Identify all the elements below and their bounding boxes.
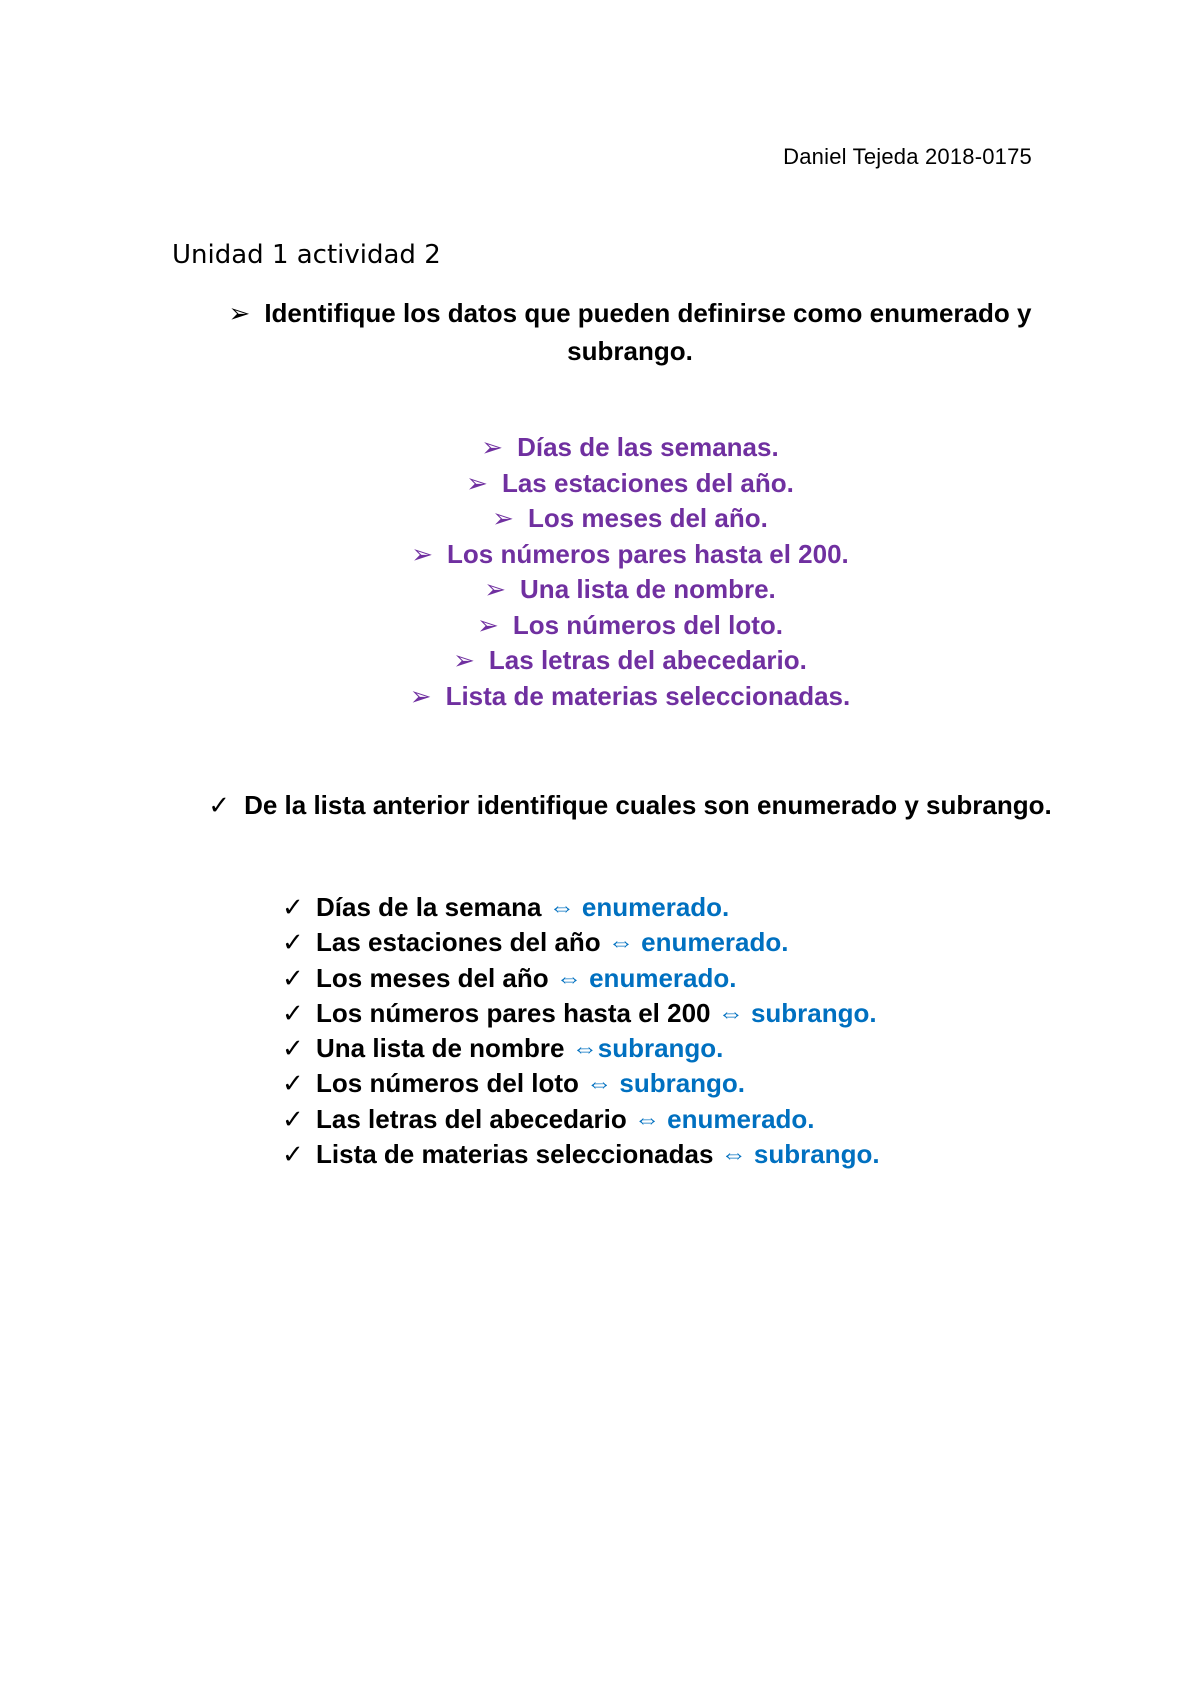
answer-item-label: Los meses del año [316,962,556,993]
question-1-text: Identifique los datos que pueden definirse como enumerado y subrango. [264,298,1032,366]
answer-item [282,1102,880,1137]
answer-list [282,890,880,1172]
check-icon: ✓ [282,1033,304,1064]
list-item [200,608,1060,644]
answer-classification: ⇔ enumerado. [555,962,737,993]
arrow-bullet-icon: ➢ [492,503,514,533]
list-item [200,501,1060,537]
answer-classification: ⇔ subrango. [717,997,877,1028]
answer-classification: ⇔ subrango. [720,1139,880,1170]
arrow-bullet-icon: ➢ [481,432,504,462]
list-item-text: Los números del loto. [512,609,783,640]
data-list [200,430,1060,714]
answer-classification: ⇔subrango. [571,1033,724,1064]
list-item-text: Las estaciones del año. [501,467,794,498]
answer-item-label: Una lista de nombre [316,1033,572,1064]
list-item [200,643,1060,679]
question-2-text: De la lista anterior identifique cuales son enumerado y subrango. [244,790,1052,820]
check-icon: ✓ [282,1068,304,1099]
check-icon: ✓ [282,927,304,958]
answer-item-label: Los números pares hasta el 200 [316,997,718,1028]
list-item-text: Los números pares hasta el 200. [447,538,849,569]
answer-item [282,1066,880,1101]
arrow-bullet-icon: ➢ [484,574,507,604]
check-icon: ✓ [282,1103,304,1134]
check-icon: ✓ [208,790,231,820]
arrow-bullet-icon: ➢ [453,645,475,675]
list-item-text: Las letras del abecedario. [488,645,807,675]
list-item [200,572,1060,608]
answer-item-label: Las estaciones del año [316,927,608,958]
answer-classification: ⇔ enumerado. [548,892,730,922]
list-item [200,679,1060,715]
answer-classification: ⇔ enumerado. [607,927,789,958]
answer-item [282,890,880,925]
list-item-text: Lista de materias seleccionadas. [445,680,851,711]
answer-item [282,925,880,960]
arrow-bullet-icon: ➢ [411,538,434,569]
answer-classification: ⇔ enumerado. [633,1103,815,1134]
list-item [200,537,1060,573]
check-icon: ✓ [282,1139,304,1170]
answer-item [282,996,880,1031]
answer-item [282,961,880,996]
check-icon: ✓ [282,997,304,1028]
list-item-text: Días de las semanas. [517,432,779,462]
author-line: Daniel Tejeda 2018-0175 [783,144,1032,169]
answer-item [282,1031,880,1066]
arrow-bullet-icon: ➢ [228,298,251,328]
list-item [200,466,1060,502]
answer-item [282,1137,880,1172]
question-1 [200,294,1060,370]
arrow-bullet-icon: ➢ [477,609,499,640]
arrow-bullet-icon: ➢ [409,680,432,711]
list-item-text: Los meses del año. [527,503,768,533]
answer-item-label: Días de la semana [316,892,549,922]
answer-item-label: Lista de materias seleccionadas [316,1139,721,1170]
check-icon: ✓ [282,892,304,922]
check-icon: ✓ [282,962,304,993]
list-item [200,430,1060,466]
document-title: Unidad 1 actividad 2 [172,240,441,270]
list-item-text: Una lista de nombre. [520,574,776,604]
answer-item-label: Las letras del abecedario [316,1103,634,1134]
answer-item-label: Los números del loto [316,1068,587,1099]
arrow-bullet-icon: ➢ [466,467,488,498]
question-2 [200,786,1060,824]
answer-classification: ⇔ subrango. [586,1068,746,1099]
